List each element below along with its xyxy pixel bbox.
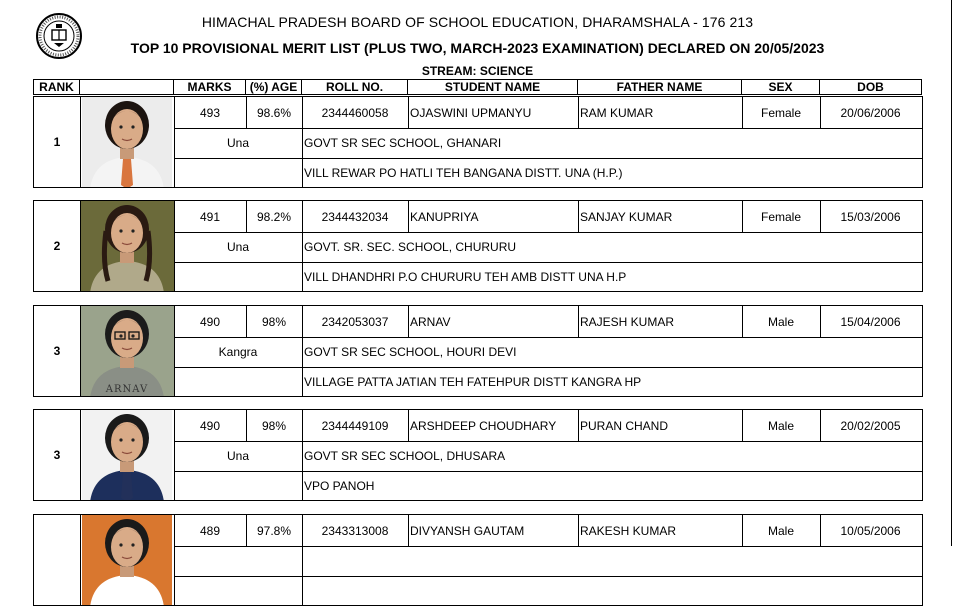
- student-record: [33, 96, 923, 188]
- district-cell: Kangra: [218, 345, 258, 359]
- student-record: [33, 409, 923, 501]
- address-cell: [302, 576, 920, 605]
- student-photo: [80, 515, 174, 605]
- district-cell: [174, 546, 302, 576]
- student-photo: [80, 306, 174, 396]
- school-cell: GOVT SR SEC SCHOOL, DHUSARA: [304, 449, 506, 463]
- board-name: HIMACHAL PRADESH BOARD OF SCHOOL EDUCATION, DHARAMSHALA - 176 213: [201, 14, 754, 30]
- student-name-cell: ARSHDEEP CHOUDHARY: [410, 418, 557, 433]
- student-name-cell: ARNAV: [410, 314, 451, 329]
- marks-cell: 493: [199, 105, 221, 120]
- sex-cell: Female: [760, 105, 801, 120]
- photo-caption: ARNAV: [105, 384, 149, 395]
- student-name-cell: DIVYANSH GAUTAM: [410, 523, 525, 538]
- table-header: [33, 79, 922, 95]
- percentage-cell: 98.2%: [256, 209, 292, 224]
- district-cell: Una: [226, 240, 249, 254]
- school-cell: GOVT SR SEC SCHOOL, HOURI DEVI: [304, 345, 517, 359]
- roll-no-cell: 2344432034: [321, 209, 389, 224]
- student-record: [33, 200, 923, 292]
- col-rank: RANK: [34, 80, 80, 94]
- rank-cell: 2: [53, 239, 61, 253]
- father-name-cell: PURAN CHAND: [580, 418, 669, 433]
- student-record: [33, 305, 923, 397]
- school-cell: GOVT SR SEC SCHOOL, GHANARI: [304, 136, 502, 150]
- percentage-cell: 98.6%: [256, 105, 292, 120]
- address-cell: VILL REWAR PO HATLI TEH BANGANA DISTT. UNA (H.P.): [304, 165, 623, 180]
- page-right-border: [951, 0, 952, 546]
- col-marks: MARKS: [174, 80, 246, 94]
- student-name-cell: KANUPRIYA: [410, 209, 479, 224]
- marks-cell: 489: [199, 523, 221, 538]
- sex-cell: Male: [767, 314, 794, 329]
- school-cell: [302, 546, 920, 576]
- father-name-cell: RAM KUMAR: [580, 105, 654, 120]
- percentage-cell: 98%: [261, 314, 287, 329]
- col-divider: [80, 201, 81, 291]
- student-record: [33, 514, 923, 606]
- rank-cell: 1: [53, 135, 61, 149]
- district-cell: Una: [226, 136, 249, 150]
- student-name-cell: OJASWINI UPMANYU: [410, 105, 532, 120]
- col-student-name: STUDENT NAME: [408, 80, 578, 94]
- roll-no-cell: 2342053037: [321, 314, 389, 329]
- col-divider: [80, 410, 81, 500]
- school-cell: GOVT. SR. SEC. SCHOOL, CHURURU: [304, 240, 517, 254]
- dob-cell: 20/06/2006: [840, 105, 901, 120]
- sex-cell: Male: [767, 523, 794, 538]
- col-percentage: (%) AGE: [246, 80, 302, 94]
- father-name-cell: RAKESH KUMAR: [580, 523, 677, 538]
- rank-cell: 3: [53, 344, 61, 358]
- address-cell: VILL DHANDHRI P.O CHURURU TEH AMB DISTT UNA H.P: [304, 269, 627, 284]
- address-cell: VPO PANOH: [304, 478, 375, 493]
- student-photo: [80, 410, 174, 500]
- dob-cell: 15/04/2006: [840, 314, 901, 329]
- dob-cell: 10/05/2006: [840, 523, 901, 538]
- col-father-name: FATHER NAME: [578, 80, 742, 94]
- percentage-cell: 97.8%: [256, 523, 292, 538]
- dob-cell: 20/02/2005: [840, 418, 901, 433]
- percentage-cell: 98%: [261, 418, 287, 433]
- marks-cell: 490: [199, 418, 221, 433]
- col-dob: DOB: [857, 80, 884, 94]
- marks-cell: 490: [199, 314, 221, 329]
- col-roll-no: ROLL NO.: [302, 80, 408, 94]
- roll-no-cell: 2344449109: [321, 418, 389, 433]
- col-photo: [80, 80, 174, 94]
- col-divider: [80, 306, 81, 396]
- roll-no-cell: 2344460058: [321, 105, 389, 120]
- sex-cell: Female: [760, 209, 801, 224]
- col-sex: SEX: [742, 80, 820, 94]
- rank-cell: [34, 515, 80, 605]
- stream-label: STREAM: SCIENCE: [421, 64, 534, 78]
- address-cell: VILLAGE PATTA JATIAN TEH FATEHPUR DISTT KANGRA HP: [304, 374, 642, 389]
- col-divider: [80, 97, 81, 187]
- student-photo: [80, 201, 174, 291]
- marks-cell: 491: [199, 209, 221, 224]
- rank-cell: 3: [53, 448, 61, 462]
- father-name-cell: RAJESH KUMAR: [580, 314, 675, 329]
- page-title: TOP 10 PROVISIONAL MERIT LIST (PLUS TWO, MARCH-2023 EXAMINATION) DECLARED ON 20/05/2023: [130, 40, 825, 56]
- district-cell: Una: [226, 449, 249, 463]
- col-divider: [80, 515, 81, 605]
- father-name-cell: SANJAY KUMAR: [580, 209, 673, 224]
- roll-no-cell: 2343313008: [321, 523, 389, 538]
- dob-cell: 15/03/2006: [840, 209, 901, 224]
- student-photo: [80, 97, 174, 187]
- sex-cell: Male: [767, 418, 794, 433]
